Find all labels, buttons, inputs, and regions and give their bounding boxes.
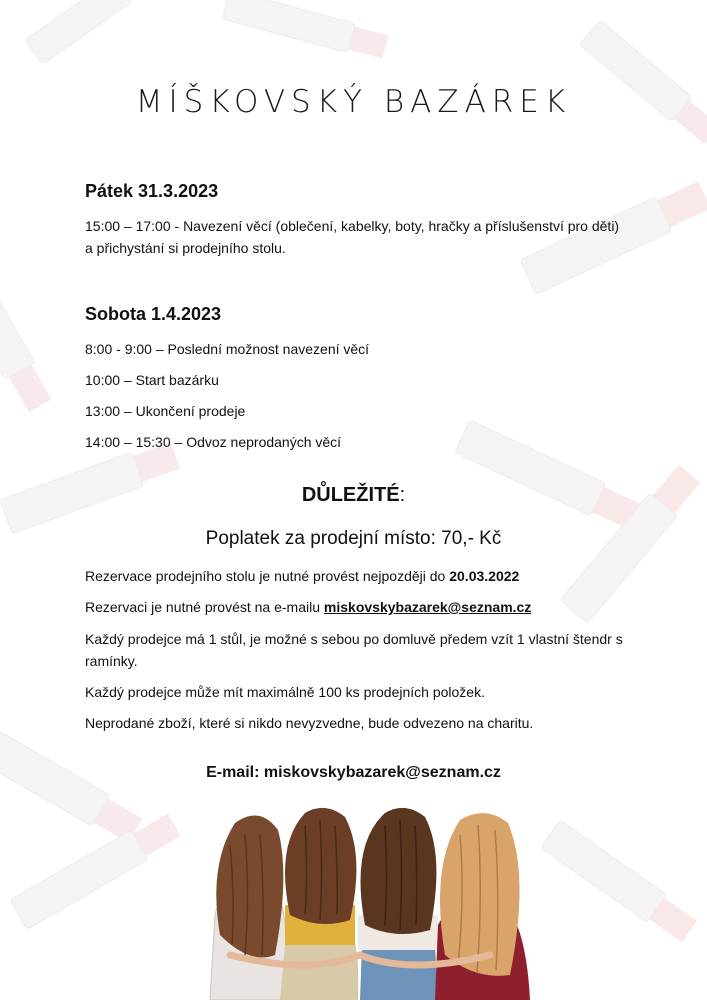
- email-link[interactable]: miskovskybazarek@seznam.cz: [323, 599, 532, 615]
- reservation-deadline-text: Rezervace prodejního stolu je nutné provést nejpozději do: [85, 568, 450, 584]
- saturday-item: 13:00 – Ukončení prodeje: [85, 403, 246, 419]
- important-label: DŮLEŽITÉ: [301, 484, 400, 506]
- reservation-email: [85, 599, 531, 615]
- charity-note: Neprodané zboží, které si nikdo nevyzvedne, bude odvezeno na charitu.: [85, 715, 534, 731]
- saturday-item: 14:00 – 15:30 – Odvoz neprodaných věcí: [85, 434, 342, 450]
- reservation-date: 20.03.2022: [449, 568, 520, 584]
- woman-2-figure: [280, 808, 358, 1000]
- women-illustration: [190, 805, 540, 1000]
- saturday-item: 8:00 - 9:00 – Poslední možnost navezení věcí: [85, 341, 370, 357]
- friday-schedule-text: 15:00 – 17:00 - Navezení věcí (oblečení, kabelky, boty, hračky a příslušenství pro děti) a přichystání si prodejního stolu.: [85, 218, 620, 256]
- fee-text: Poplatek za prodejní místo: 70,- Kč: [205, 528, 502, 549]
- woman-4-figure: [435, 813, 530, 1000]
- saturday-heading: Sobota 1.4.2023: [85, 304, 222, 324]
- footer-email: E-mail: miskovskybazarek@seznam.cz: [206, 764, 501, 781]
- important-colon: :: [399, 484, 406, 506]
- reservation-email-text: Rezervaci je nutné provést na e-mailu: [85, 599, 324, 615]
- table-note: Každý prodejce má 1 stůl, je možné s sebou po domluvě předem vzít 1 vlastní štendr s ramínky.: [85, 631, 623, 669]
- items-note: Každý prodejce může mít maximálně 100 ks prodejních položek.: [85, 684, 485, 700]
- woman-1-figure: [210, 815, 286, 1000]
- woman-3-figure: [358, 808, 438, 1000]
- reservation-deadline: [85, 568, 519, 584]
- important-heading: [0, 484, 707, 507]
- friday-heading: Pátek 31.3.2023: [85, 181, 219, 201]
- page-title: MÍŠKOVSKÝ BAZÁREK: [135, 84, 572, 120]
- saturday-item: 10:00 – Start bazárku: [85, 372, 219, 388]
